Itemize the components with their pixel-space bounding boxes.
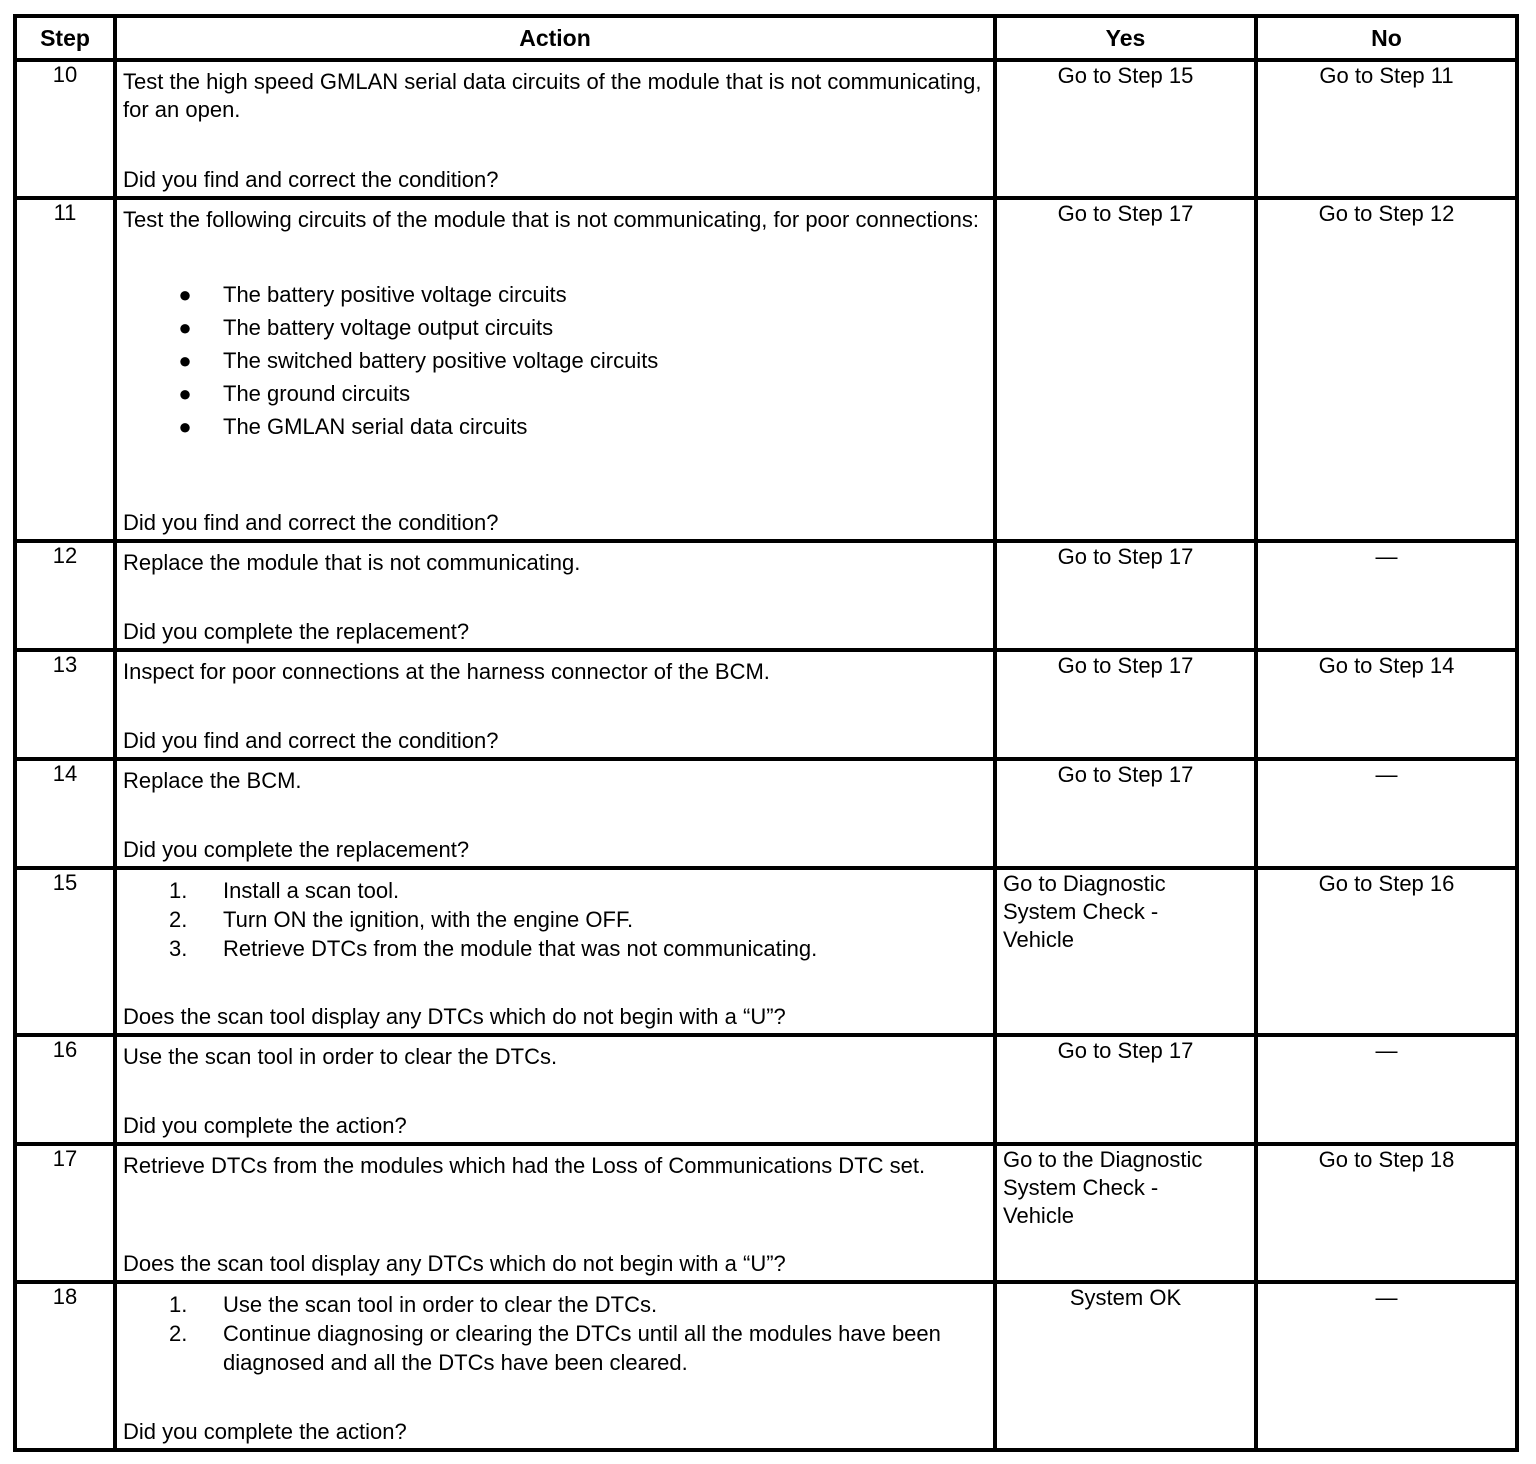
action-question: Did you find and correct the condition? — [123, 728, 499, 753]
action-question: Does the scan tool display any DTCs which do not begin with a “U”? — [123, 1004, 786, 1029]
action-question: Did you complete the action? — [123, 1419, 407, 1444]
list-item: 2. Turn ON the ignition, with the engine OFF. — [169, 907, 634, 932]
step-number: 13 — [15, 650, 115, 759]
table-row — [15, 541, 1517, 650]
bullet-icon: ● — [178, 315, 192, 340]
yes-result: System OK — [995, 1282, 1256, 1450]
step-number: 14 — [15, 759, 115, 868]
action-cell — [115, 60, 995, 198]
yes-result: Go to Step 17 — [995, 541, 1256, 650]
no-result: — — [1256, 759, 1517, 868]
header-action: Action — [115, 16, 995, 60]
action-text: Use the scan tool in order to clear the DTCs. — [123, 1044, 558, 1069]
action-text: Retrieve DTCs from the modules which had the Loss of Communications DTC set. — [123, 1153, 926, 1178]
step-number: 17 — [15, 1144, 115, 1282]
table-row — [15, 1035, 1517, 1144]
yes-result: Go to Step 17 — [995, 198, 1256, 541]
table-row — [15, 60, 1517, 198]
list-item: ● The GMLAN serial data circuits — [123, 410, 985, 443]
list-item: 3. Retrieve DTCs from the module that was not communicating. — [169, 936, 818, 961]
action-question: Does the scan tool display any DTCs which do not begin with a “U”? — [123, 1251, 786, 1276]
header-row — [15, 16, 1517, 60]
action-text: Inspect for poor connections at the harness connector of the BCM. — [123, 659, 770, 684]
step-number: 12 — [15, 541, 115, 650]
header-no: No — [1256, 16, 1517, 60]
diagnostic-table — [13, 14, 1519, 1452]
action-cell — [115, 650, 995, 759]
numbered-list — [123, 876, 985, 963]
no-result: — — [1256, 541, 1517, 650]
step-number: 10 — [15, 60, 115, 198]
list-item: 1. Install a scan tool. — [169, 878, 400, 903]
table-row — [15, 650, 1517, 759]
table-row — [15, 1282, 1517, 1450]
no-result: Go to Step 11 — [1256, 60, 1517, 198]
list-item: 1. Use the scan tool in order to clear the DTCs. — [169, 1292, 658, 1317]
bullet-icon: ● — [178, 282, 192, 307]
action-text: Test the high speed GMLAN serial data circuits of the module that is not communicating, for an open. — [123, 69, 982, 122]
no-result: Go to Step 12 — [1256, 198, 1517, 541]
header-yes: Yes — [995, 16, 1256, 60]
header-step: Step — [15, 16, 115, 60]
bullet-icon: ● — [178, 348, 192, 373]
action-question: Did you complete the replacement? — [123, 837, 470, 862]
step-number: 11 — [15, 198, 115, 541]
numbered-list — [123, 1290, 985, 1377]
bullet-icon: ● — [178, 381, 192, 406]
step-number: 18 — [15, 1282, 115, 1450]
no-result: Go to Step 14 — [1256, 650, 1517, 759]
yes-result: Go to Step 17 — [995, 759, 1256, 868]
action-question: Did you complete the action? — [123, 1113, 407, 1138]
action-cell — [115, 541, 995, 650]
action-text: Replace the module that is not communicating. — [123, 550, 581, 575]
yes-result: Go to Step 17 — [995, 1035, 1256, 1144]
action-text: Test the following circuits of the module that is not communicating, for poor connections: — [123, 207, 979, 232]
action-cell — [115, 1144, 995, 1282]
table-row — [15, 198, 1517, 541]
step-number: 16 — [15, 1035, 115, 1144]
yes-result: Go to Step 17 — [995, 650, 1256, 759]
action-cell — [115, 1035, 995, 1144]
yes-result: Go to Diagnostic System Check - Vehicle — [995, 868, 1256, 1035]
list-item: ● The battery voltage output circuits — [123, 311, 985, 344]
action-question: Did you complete the replacement? — [123, 619, 470, 644]
yes-result: Go to the Diagnostic System Check - Vehicle — [995, 1144, 1256, 1282]
list-item: ● The ground circuits — [123, 377, 985, 410]
list-item: ● The battery positive voltage circuits — [123, 278, 985, 311]
list-item: 2. Continue diagnosing or clearing the DTCs until all the modules have been diagnosed and all the DTCs have been cleared. — [169, 1321, 941, 1375]
yes-result: Go to Step 15 — [995, 60, 1256, 198]
no-result: Go to Step 16 — [1256, 868, 1517, 1035]
action-cell — [115, 1282, 995, 1450]
list-item: ● The switched battery positive voltage circuits — [123, 344, 985, 377]
table-row — [15, 759, 1517, 868]
action-cell — [115, 759, 995, 868]
action-question: Did you find and correct the condition? — [123, 510, 499, 535]
no-result: — — [1256, 1282, 1517, 1450]
table-row — [15, 1144, 1517, 1282]
no-result: Go to Step 18 — [1256, 1144, 1517, 1282]
step-number: 15 — [15, 868, 115, 1035]
action-text: Replace the BCM. — [123, 768, 302, 793]
bullet-icon: ● — [178, 414, 192, 439]
table-row — [15, 868, 1517, 1035]
action-cell — [115, 198, 995, 541]
no-result: — — [1256, 1035, 1517, 1144]
bullet-list — [123, 278, 985, 443]
action-question: Did you find and correct the condition? — [123, 167, 499, 192]
action-cell — [115, 868, 995, 1035]
